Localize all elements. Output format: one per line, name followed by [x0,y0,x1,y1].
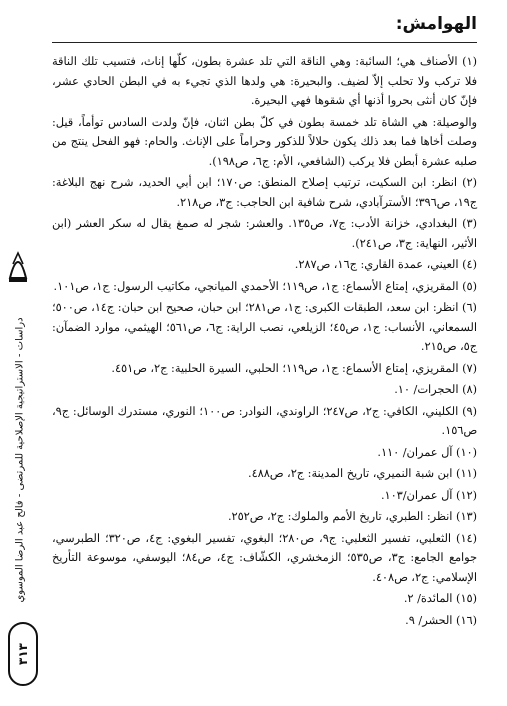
footnote: (١٥) المائدة/ ٢. [403,592,477,605]
footnote: والوصيلة: هي الشاة تلد خمسة بطون في كلّ بطن اثنان، فإنّ ولدت السادس توأماً، قيل: وصلت أخاها فما بعد ذلك يكون حلالاً للذكور وحراماً على الإناث. والحام: فهو الفحل ينتج من صلبه عشرة أبطن فلا يركب (الشافعي، الأم: ج٦، ص١٩٨). [52,115,477,168]
footnote: (١) الأصناف هي؛ السائبة: وهي الناقة التي تلد عشرة بطون، كلّها إناث، فتسيب تلك الناقة فلا تركب ولا تحلب إلاّ لضيف. والبحيرة: هي ولدها الذي تجيء به في البطن الحادي عشر، فإنّ كان أنثى بحروا أذنها أي شقوها فهي البحيرة. [52,55,477,107]
footnote: (٤) العيني، عمدة القاري: ج١٦، ص٢٨٧. [294,258,477,271]
footnote: (١٣) انظر: الطبري، تاريخ الأمم والملوك: ج٢، ص٢٥٢. [227,510,477,523]
footnote: (٣) البغدادي، خزانة الأدب: ج٧، ص١٣٥. والعشر: شجر له صمغ يقال له سكر العشر (ابن الأثير، النهاية: ج٣، ص٢٤١). [52,217,477,250]
running-title-text: دراسات - الاستراتيجية الإصلاحية للمرتضى - فالح عبد الرضا الموسوي [14,317,26,603]
footnote: (٦) انظر: ابن سعد، الطبقات الكبرى: ج١، ص٢٨١؛ ابن حبان، صحيح ابن حبان: ج١٤، ص٥٠٠؛ السمعاني، الأنساب: ج١، ص٤٥؛ الزيلعي، نصب الراية: ج٦، ص٥٦١؛ الهيثمي، موارد الضمآن: ج٥، ص٢١٥. [52,301,477,353]
footnote: (١٦) الحشر/ ٩. [405,613,477,627]
running-title [10,300,30,620]
footnote: (٢) انظر: ابن السكيت، ترتيب إصلاح المنطق: ص١٧٠؛ ابن أبي الحديد، شرح نهج البلاغة: ج١٩، ص٣٩٦؛ الأسترآبادي، شرح شافية ابن الحاجب: ج٣، ص٢١٨. [52,176,477,209]
footnote: (١٤) الثعلبي، تفسير الثعلبي: ج٩، ص٢٨٠؛ البغوي، تفسير البغوي: ج٤، ص٣٢٠؛ الطبرسي، جوامع الجامع: ج٣، ص٥٣٥؛ الزمخشري، الكشّاف: ج٤، ص٨٤؛ اليوسفي، موسوعة التأريخ الإسلامي: ج٢، ص٤٠٨. [52,531,477,584]
footnotes [52,52,477,632]
page-number-text: ٣١٣ [16,643,30,665]
footnote: (٨) الحجرات/ ١٠. [394,383,477,396]
footnote: (٩) الكليني، الكافي: ج٢، ص٢٤٧؛ الراوندي، النوادر: ص١٠٠؛ النوري، مستدرك الوسائل: ج٩، ص١٥٦. [52,404,478,437]
page-number [8,622,38,686]
footnote: (٧) المقريزي، إمتاع الأسماع: ج١، ص١١٩؛ الحلبي، السيرة الحلبية: ج٢، ص٤٥١. [111,361,477,375]
footnote: (١١) ابن شبة النميري، تاريخ المدينة: ج٢، ص٤٨٨. [248,467,477,480]
page-title: الهوامش: [395,14,477,34]
header-rule [52,42,477,43]
footnote: (١٠) آل عمران/ ١١٠. [377,445,477,459]
journal-logo-icon [6,240,30,288]
footnote: (٥) المقريزي، إمتاع الأسماع: ج١، ص١١٩؛ الأحمدي الميانجي، مكاتيب الرسول: ج١، ص١٠١. [53,279,477,293]
footnote: (١٢) آل عمران/١٠٣. [380,488,477,502]
